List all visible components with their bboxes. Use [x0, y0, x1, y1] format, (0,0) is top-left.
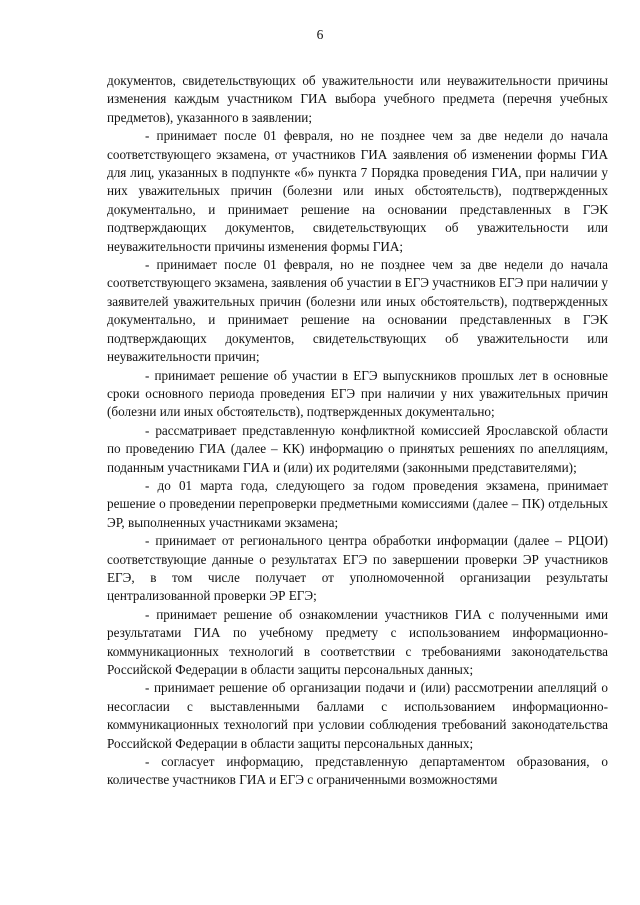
page-number: 6 [316, 27, 324, 42]
paragraph: - принимает после 01 февраля, но не позднее чем за две недели до начала соответствующего экзамена, от участников ГИА заявления об изменении формы ГИА для лиц, указанных в подпункте «б» пункта 7 Порядка проведения ГИА, при наличии у них уважительных причин (болезни или иных обстоятельств), подтвержденных документально, и принимает решение на основании представленных в ГЭК подтверждающих документов, свидетельствующих об уважительности или неуважительности причины изменения формы ГИА; [107, 128, 608, 254]
paragraph: документов, свидетельствующих об уважительности или неуважительности причины изменения каждым участником ГИА выбора учебного предмета (перечня учебных предметов), указанного в заявлении; [107, 73, 608, 125]
paragraph: - согласует информацию, представленную департаментом образования, о количестве участников ГИА и ЕГЭ с ограниченными возможностями [107, 754, 608, 788]
paragraph: - до 01 марта года, следующего за годом проведения экзамена, принимает решение о проведении перепроверки предметными комиссиями (далее – ПК) отдельных ЭР, выполненных участниками экзамена; [107, 477, 608, 530]
paragraph: - принимает после 01 февраля, но не позднее чем за две недели до начала соответствующего экзамена, заявления об участии в ЕГЭ участников ЕГЭ при наличии у заявителей уважительных причин (болезни или иных обстоятельств), подтвержденных документально, и принимает решение на основании представленных в ГЭК подтверждающих документов, свидетельствующих об уважительности или неуважительности причин; [107, 257, 608, 365]
paragraph: - принимает от регионального центра обработки информации (далее – РЦОИ) соответствующие данные о результатах ЕГЭ по завершении проверки ЭР участников ЕГЭ, в том числе получает от уполномоченной организации результаты централизованной проверки ЭР ЕГЭ; [107, 533, 608, 604]
paragraph: - рассматривает представленную конфликтной комиссией Ярославской области по проведению ГИА (далее – КК) информацию о принятых решениях по апелляциям, поданным участниками ГИА и (или) их родителями (законными представителями); [107, 422, 608, 475]
paragraph: - принимает решение об ознакомлении участников ГИА с полученными ими результатами ГИА по учебному предмету с использованием информационно-коммуникационных технологий в соответствии с требованиями законодательства Российской Федерации в области защиты персональных данных; [107, 606, 608, 677]
document-body [107, 72, 608, 790]
paragraph: - принимает решение об организации подачи и (или) рассмотрении апелляций о несогласии с выставленными баллами с использованием информационно-коммуникационных технологий при условии соблюдения требований законодательства Российской Федерации в области защиты персональных данных; [107, 680, 608, 751]
paragraph: - принимает решение об участии в ЕГЭ выпускников прошлых лет в основные сроки основного периода проведения ЕГЭ при наличии у них уважительных причин (болезни или иных обстоятельств), подтвержденных документально; [107, 367, 608, 420]
